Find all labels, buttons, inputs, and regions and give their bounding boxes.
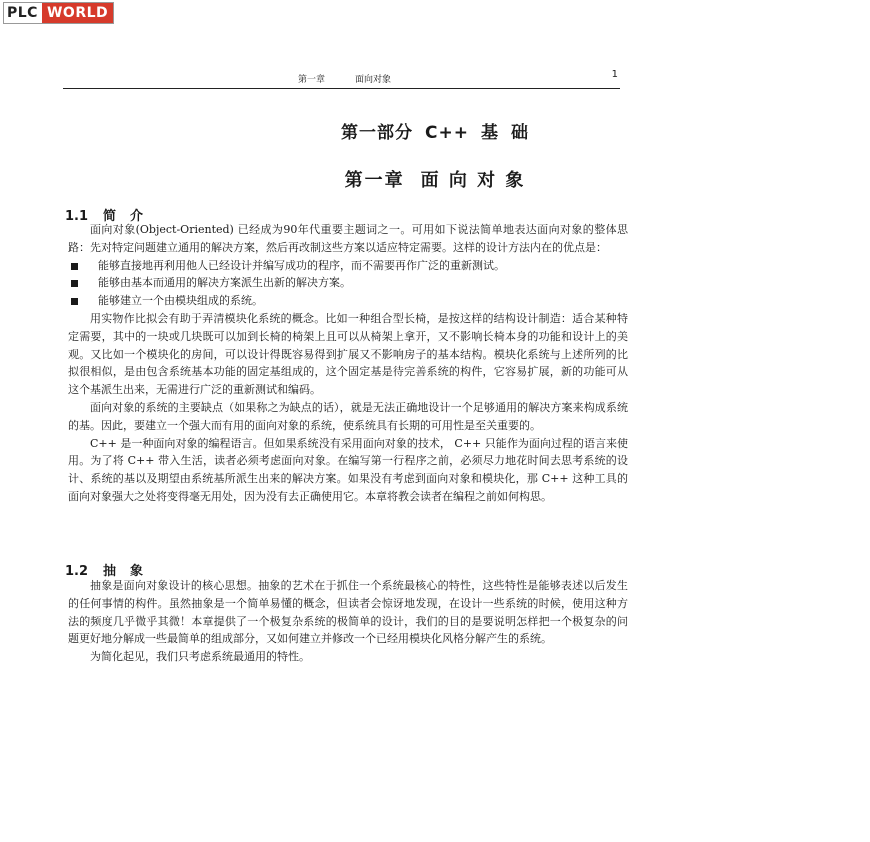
list-item: 能够直接地再利用他人已经设计并编写成功的程序，而不需要再作广泛的重新测试。 bbox=[68, 257, 628, 275]
chapter-name: 面 向 对 象 bbox=[420, 170, 526, 191]
list-item: 能够由基本而通用的解决方案派生出新的解决方案。 bbox=[68, 274, 628, 292]
section-1-title: 简介 bbox=[103, 209, 158, 224]
header-chapter: 第一章 bbox=[298, 75, 326, 85]
section-1-intro: 面向对象(Object-Oriented) 已经成为90年代重要主题词之一。可用如下说法简单地表达面向对象的整体思路：先对特定问题建立通用的解决方案，然后再改制这些方案以适应特定需要。这样的设计方法内在的优点是： bbox=[68, 223, 628, 254]
part-title-word2: 础 bbox=[510, 123, 529, 143]
paragraph: 面向对象的系统的主要缺点（如果称之为缺点的话），就是无法正确地设计一个足够通用的解决方案来构成系统的基。因此，要建立一个强大而有用的面向对象的系统，使系统具有长期的可用性是至关重要的。 bbox=[68, 400, 628, 432]
page-number: 1 bbox=[611, 69, 618, 80]
plcworld-logo bbox=[3, 2, 114, 24]
part-title-word1: 基 bbox=[480, 123, 499, 143]
chapter-title bbox=[0, 166, 870, 192]
paragraph: 为简化起见，我们只考虑系统最通用的特性。 bbox=[90, 650, 310, 664]
section-1-number: 1.1 bbox=[65, 209, 89, 224]
part-title bbox=[0, 118, 870, 143]
section-2-title: 抽象 bbox=[103, 564, 158, 579]
section-1-body bbox=[68, 221, 628, 506]
advantages-list bbox=[68, 257, 628, 310]
paragraph: 抽象是面向对象设计的核心思想。抽象的艺术在于抓住一个系统最核心的特性，这些特性是能够表述以后发生的任何事情的构件。虽然抽象是一个简单易懂的概念，但读者会惊讶地发现，在设计一些系统的时候，使用这种方法的频度几乎微乎其微！本章提供了一个极复杂系统的极简单的设计，我们的目的是要说明怎样把一个极复杂的问题更好地分解成一些最简单的组成部分，又如何建立并修改一个已经用模块化风格分解产生的系统。 bbox=[68, 579, 628, 646]
list-item: 能够建立一个由模块组成的系统。 bbox=[68, 292, 628, 310]
paragraph: 用实物作比拟会有助于弄清模块化系统的概念。比如一种组合型长椅，是按这样的结构设计制造：适合某种特定需要，其中的一块或几块既可以加到长椅的椅架上且可以从椅架上拿开，又不影响长椅本身的功能和设计上的美观。又比如一个模块化的房间，可以设计得既容易得到扩展又不影响房子的基本结构。模块化系统与上述所列的比拟很相似，是由包含系统基本功能的固定基组成的，这个固定基是待完善系统的构件，它容易扩展，新的功能可从这个基派生出来，无需进行广泛的重新测试和编码。 bbox=[68, 311, 628, 397]
chapter-number: 第一章 bbox=[344, 170, 405, 191]
part-title-prefix: 第一部分 bbox=[341, 123, 414, 143]
part-title-lang: C++ bbox=[425, 123, 469, 143]
logo-world: WORLD bbox=[42, 3, 113, 23]
paragraph: C++ 是一种面向对象的编程语言。但如果系统没有采用面向对象的技术， C++ 只能作为面向过程的语言来使用。为了将 C++ 带入生活，读者必须考虑面向对象。在编写第一行程序之前，必须尽力地花时间去思考系统的设计、系统的基以及期望由系统基所派生出来的解决方案。如果没有考虑到面向对象和模块化，那 C++ 这种工具的面向对象强大之处将变得毫无用处，因为没有去正确使用它。本章将教会读者在编程之前如何构思。 bbox=[68, 436, 628, 503]
logo-plc: PLC bbox=[4, 3, 42, 23]
section-2-body bbox=[68, 577, 628, 666]
header-title: 面向对象 bbox=[355, 75, 392, 85]
running-header bbox=[63, 66, 620, 89]
section-2-number: 1.2 bbox=[65, 564, 89, 579]
